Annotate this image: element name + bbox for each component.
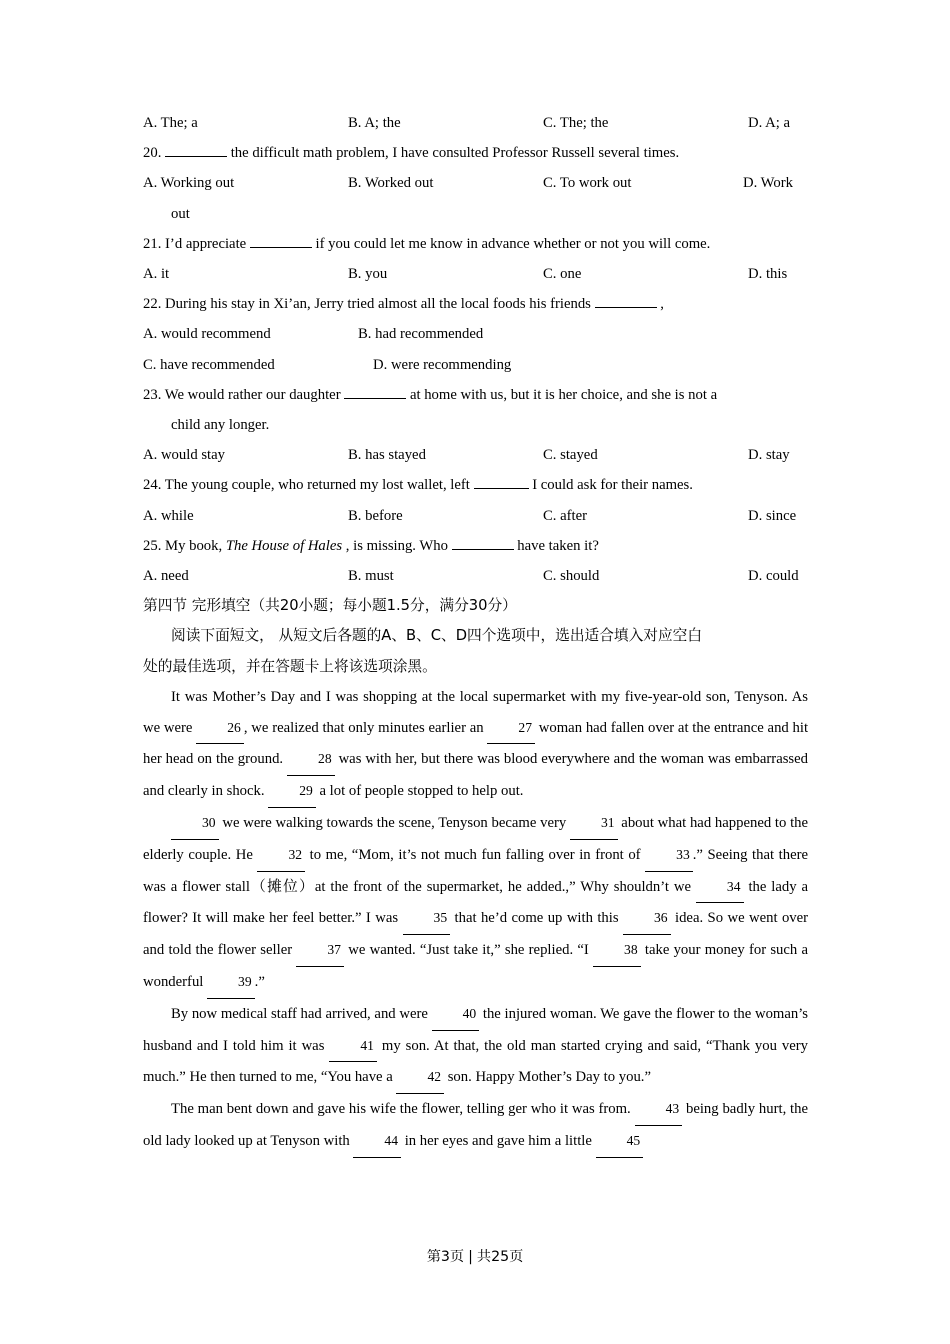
question-19-options xyxy=(143,108,808,138)
text-segment: happened to the elderly couple. He xyxy=(143,814,809,863)
cloze-paragraph-1 xyxy=(143,682,808,808)
text-segment: come up with this xyxy=(511,910,619,927)
option-a: A. would stay xyxy=(143,447,226,464)
option-c: C. one xyxy=(543,265,582,282)
question-25-options xyxy=(143,561,808,591)
option-a: A. need xyxy=(143,567,189,584)
option-c: C. To work out xyxy=(543,175,632,192)
question-22-options-row2 xyxy=(143,350,808,380)
text-segment: we were walking towards the scene, Tenyson became very xyxy=(222,814,567,831)
option-c: C. The; the xyxy=(543,115,609,131)
question-text-2: , xyxy=(660,296,664,313)
section-instruction-line1: 阅读下面短文， 从短文后各题的A、B、C、D四个选项中，选出适合填入对应空白 xyxy=(171,627,703,645)
text-segment: was with her, but there was blood xyxy=(338,751,538,768)
question-22-options-row1 xyxy=(143,319,808,349)
text-segment: badly hurt, the old lady looked up at Tenyson with xyxy=(143,1101,809,1149)
cloze-blank-29: 29 xyxy=(268,776,316,808)
text-segment: Why shouldn’t we xyxy=(580,878,691,895)
text-segment: woman had fallen xyxy=(538,719,645,736)
option-c: C. stayed xyxy=(543,447,598,464)
option-b: B. Worked out xyxy=(348,175,434,192)
question-text: 23. We would rather our daughter xyxy=(143,386,341,403)
document-body xyxy=(143,108,808,1158)
text-segment: idea. So we went over and told the flower seller xyxy=(143,910,809,959)
option-d: D. this xyxy=(748,265,788,282)
text-segment: in her eyes and gave him a little xyxy=(404,1132,592,1149)
cloze-blank-33: 33 xyxy=(645,840,693,872)
cloze-blank-39: 39 xyxy=(207,967,255,999)
text-segment: the injured woman. We gave the flower to xyxy=(482,1005,730,1022)
cloze-blank-43: 43 xyxy=(635,1094,683,1126)
cloze-blank-27: 27 xyxy=(487,713,535,745)
option-b: B. A; the xyxy=(348,115,401,131)
question-24-stem xyxy=(143,470,808,500)
option-c: C. have recommended xyxy=(143,356,275,373)
answer-blank xyxy=(165,156,227,157)
question-number: 20. xyxy=(143,145,162,162)
question-text-3: have taken it? xyxy=(517,537,599,554)
book-title: The House of Hales xyxy=(225,537,343,554)
cloze-paragraph-4 xyxy=(143,1094,808,1158)
question-text-2: if you could let me know in advance whether or not you will come. xyxy=(315,235,711,252)
option-d: D. Work xyxy=(743,175,793,192)
option-d: D. stay xyxy=(748,447,790,464)
text-segment: we wanted. “Just xyxy=(348,942,450,959)
text-segment: the woman’s husband and I told him it was xyxy=(143,1005,808,1054)
text-segment: a lot of people stopped xyxy=(319,783,454,800)
cloze-blank-30: 30 xyxy=(171,808,219,840)
text-segment: By now medical staff had arrived, and were xyxy=(171,1005,428,1022)
cloze-blank-34: 34 xyxy=(696,872,744,904)
cloze-blank-28: 28 xyxy=(287,744,335,776)
cloze-paragraph-3 xyxy=(143,999,808,1094)
question-24-options xyxy=(143,501,808,531)
option-b: B. before xyxy=(348,507,403,524)
question-text: 22. During his stay in Xi’an, Jerry tried almost all the local foods his friends xyxy=(143,296,591,313)
question-text-2: at home with us, but it is her choice, and she is not a xyxy=(409,386,718,403)
question-text: the difficult math problem, I have consulted Professor Russell several times. xyxy=(230,145,680,162)
section-instruction-line2: 处的最佳选项，并在答题卡上将该选项涂黑。 xyxy=(143,657,437,675)
text-segment: Day to you.” xyxy=(575,1069,651,1086)
question-text-2: I could ask for their names. xyxy=(532,477,693,494)
answer-blank xyxy=(344,398,406,399)
cloze-blank-44: 44 xyxy=(353,1126,401,1158)
text-segment: the lady a flower? It will make her feel better.” I was xyxy=(143,878,809,927)
option-d: D. were recommending xyxy=(373,356,512,373)
cloze-blank-38: 38 xyxy=(593,935,641,967)
option-d-wrap: out xyxy=(171,205,190,222)
cloze-paragraph-2 xyxy=(143,808,808,999)
cloze-blank-31: 31 xyxy=(570,808,618,840)
text-segment: everywhere and the woman was embarrassed and clearly in shock. xyxy=(143,751,809,800)
question-21-options xyxy=(143,259,808,289)
answer-blank xyxy=(474,488,529,489)
text-segment: The man bent down and gave his wife the flower, telling ger who it was from. xyxy=(171,1101,631,1118)
question-text-2: , is missing. Who xyxy=(345,537,448,554)
answer-blank xyxy=(595,307,657,308)
question-text: 24. The young couple, who returned my lost wallet, left xyxy=(143,477,470,494)
option-a: A. while xyxy=(143,507,194,524)
text-segment: Tenyson. As we were xyxy=(143,688,808,736)
cloze-blank-37: 37 xyxy=(296,935,344,967)
cloze-blank-35: 35 xyxy=(403,903,451,935)
cloze-blank-45: 45 xyxy=(596,1126,644,1158)
answer-blank xyxy=(452,549,514,550)
option-a: A. it xyxy=(143,265,170,282)
option-d: D. A; a xyxy=(748,115,791,131)
option-a: A. The; a xyxy=(143,115,198,131)
text-segment: .” Seeing that there was a flower stall（摊位）at the front of the supermarket, he added.,” xyxy=(143,846,809,895)
option-b: B. has stayed xyxy=(348,447,426,464)
answer-blank xyxy=(250,247,312,248)
text-segment: son. Happy Mother’s xyxy=(447,1069,572,1086)
text-segment: , we realized that only minutes earlier an xyxy=(243,719,484,736)
current-page: 第3页 xyxy=(426,1249,465,1265)
question-text: 25. My book, xyxy=(143,537,223,554)
cloze-blank-42: 42 xyxy=(396,1062,444,1094)
question-text: 21. I’d appreciate xyxy=(143,235,247,252)
option-b: B. had recommended xyxy=(358,326,484,343)
cloze-blank-32: 32 xyxy=(257,840,305,872)
question-20-stem xyxy=(143,138,808,168)
cloze-blank-36: 36 xyxy=(623,903,671,935)
cloze-blank-26: 26 xyxy=(196,713,244,745)
text-segment: It was Mother’s Day and I was shopping at the local supermarket with my five-year-old son, xyxy=(171,688,730,705)
text-segment: take your money for such a wonderful xyxy=(143,942,809,990)
text-segment: that he’d xyxy=(454,910,508,927)
option-d: D. could xyxy=(748,567,799,584)
option-d: D. since xyxy=(748,507,797,524)
question-text-wrap: child any longer. xyxy=(171,416,270,433)
option-a: A. Working out xyxy=(143,175,235,192)
text-segment: over at the entrance and hit her head on the ground. xyxy=(143,719,809,768)
total-pages: 共25页 xyxy=(476,1249,524,1265)
cloze-blank-41: 41 xyxy=(329,1031,377,1063)
option-c: C. after xyxy=(543,507,588,524)
text-segment: being xyxy=(685,1101,719,1118)
text-segment: .” xyxy=(254,973,265,990)
text-segment: my son. At that, the old man started crying and xyxy=(381,1037,669,1054)
footer-separator: | xyxy=(468,1249,473,1265)
section-heading: 第四节 完形填空（共20小题；每小题1.5分，满分30分） xyxy=(143,597,517,615)
question-23-stem-wrap xyxy=(143,410,808,440)
question-21-stem xyxy=(143,229,808,259)
question-25-stem xyxy=(143,531,808,561)
question-22-stem xyxy=(143,289,808,319)
question-23-options xyxy=(143,440,808,470)
text-segment: about what had xyxy=(621,814,712,831)
question-23-stem xyxy=(143,380,808,410)
text-segment: to me, “Mom, it’s not much fun falling over in front of xyxy=(309,846,641,863)
text-segment: said, “Thank you very much.” He then turned to me, “You have a xyxy=(143,1037,809,1086)
cloze-blank-40: 40 xyxy=(432,999,480,1031)
option-c: C. should xyxy=(543,567,600,584)
option-b: B. must xyxy=(348,567,394,584)
option-a: A. would recommend xyxy=(143,326,271,343)
question-20-options xyxy=(143,168,808,198)
text-segment: to help out. xyxy=(456,783,524,800)
text-segment: take it,” she replied. “I xyxy=(453,942,589,959)
question-20-options-wrap xyxy=(143,199,808,229)
option-b: B. you xyxy=(348,265,388,282)
page-footer xyxy=(0,1246,950,1266)
